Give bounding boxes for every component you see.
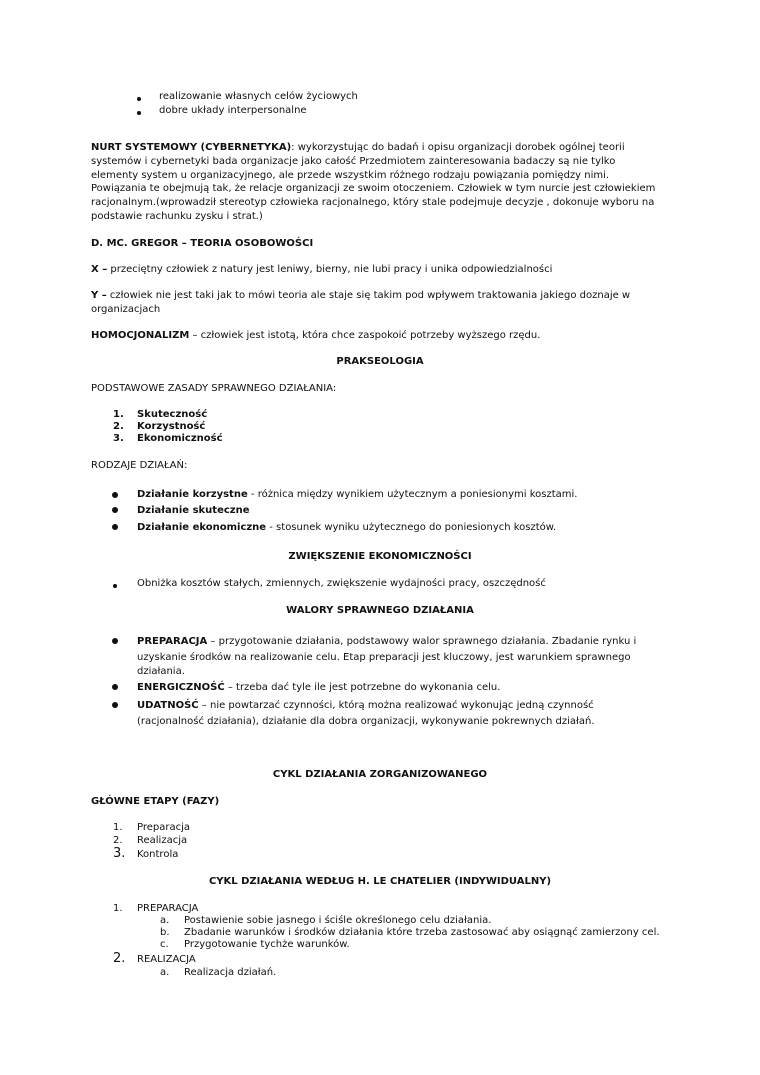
subsection-title: PODSTAWOWE ZASADY SPRAWNEGO DZIAŁANIA: <box>91 383 337 394</box>
term-text: przeciętny człowiek z natury jest leniwy, bierny, nie lubi pracy i unika odpowiedzialności <box>107 264 553 275</box>
list-item: PREPARACJA <box>137 903 199 914</box>
paragraph-line: organizacjach <box>91 304 161 315</box>
list-number: 1. <box>113 822 123 833</box>
list-item: REALIZACJA <box>137 954 196 965</box>
section-heading: CYKL DZIAŁANIA WEDŁUG H. LE CHATELIER (INDYWIDUALNY) <box>208 876 552 887</box>
list-subitem: Zbadanie warunków i środków działania które trzeba zastosować aby osiągnąć zamierzony cel. <box>184 927 660 938</box>
list-item: realizowanie własnych celów życiowych <box>159 91 358 102</box>
bullet-icon <box>113 584 117 588</box>
paragraph-line: racjonalnym.(wprowadził stereotyp człowieka racjonalnego, który stale podejmuje decyzje , dokonuje wyboru na <box>91 197 655 208</box>
list-item: Korzystność <box>137 421 206 432</box>
paragraph-line <box>91 330 540 342</box>
list-number: 2. <box>113 421 124 432</box>
list-letter: a. <box>160 915 170 926</box>
term-text: - różnica między wynikiem użytecznym a poniesionymi kosztami. <box>247 489 578 500</box>
term-label: X – <box>91 264 108 275</box>
list-item-continuation: działania. <box>137 666 185 677</box>
section-heading: ZWIĘKSZENIE EKONOMICZNOŚCI <box>288 551 472 562</box>
list-item <box>137 636 636 648</box>
paragraph-line <box>91 142 625 154</box>
paragraph-line: Powiązania te obejmują tak, że relacje organizacji ze swoim otoczeniem. Człowiek w tym nurcie jest człowiekiem <box>91 183 656 194</box>
list-subitem: Postawienie sobie jasnego i ściśle określonego celu działania. <box>184 915 492 926</box>
list-item: Ekonomiczność <box>137 433 223 444</box>
list-number: 3. <box>113 433 124 444</box>
term-label: NURT SYSTEMOWY (CYBERNETYKA) <box>91 142 292 153</box>
list-number: 2. <box>113 951 126 966</box>
list-item <box>137 505 250 517</box>
list-item <box>137 700 594 712</box>
list-letter: b. <box>160 927 170 938</box>
subsection-title: RODZAJE DZIAŁAŃ: <box>91 460 188 471</box>
list-letter: a. <box>160 967 170 978</box>
term-text: - stosunek wyniku użytecznego do poniesionych kosztów. <box>266 522 557 533</box>
list-item-continuation: uzyskanie środków na realizowanie celu. Etap preparacji jest kluczowy, jest warunkiem sprawnego <box>137 652 631 663</box>
list-item: Kontrola <box>137 849 179 860</box>
paragraph-line: elementy system u organizacyjnego, ale przede wszystkim różnego rodzaju powiązania pomiędzy nimi. <box>91 170 610 181</box>
list-number: 2. <box>113 835 123 846</box>
bullet-icon <box>137 111 141 115</box>
term-text: – trzeba dać tyle ile jest potrzebne do wykonania celu. <box>224 682 501 693</box>
term-label: UDATNOŚĆ <box>137 700 199 711</box>
bullet-icon <box>112 492 118 498</box>
term-text: : wykorzystując do badań i opisu organizacji dorobek ogólnej teorii <box>291 142 625 153</box>
paragraph-line <box>91 290 630 302</box>
term-label: Działanie skuteczne <box>137 505 250 516</box>
section-heading: D. MC. GREGOR – TEORIA OSOBOWOŚCI <box>91 238 314 249</box>
list-item: Realizacja <box>137 835 188 846</box>
term-label: PREPARACJA <box>137 636 208 647</box>
list-subitem: Przygotowanie tychże warunków. <box>184 939 350 950</box>
list-number: 1. <box>113 903 123 914</box>
paragraph-line: podstawie rachunku zysku i strat.) <box>91 211 263 222</box>
term-text: człowiek nie jest taki jak to mówi teoria ale staje się takim pod wpływem traktowania jakiego doznaje w <box>106 290 631 301</box>
bullet-icon <box>112 638 118 644</box>
list-item: dobre układy interpersonalne <box>159 105 307 116</box>
paragraph-line <box>91 264 552 276</box>
list-item: Preparacja <box>137 822 191 833</box>
paragraph-line: systemów i cybernetyki bada organizacje jako całość Przedmiotem zainteresowania badaczy są nie tylko <box>91 156 616 167</box>
list-item-continuation: (racjonalność działania), działanie dla dobra organizacji, wykonywanie pokrewnych działań. <box>137 716 595 727</box>
list-item: Skuteczność <box>137 409 208 420</box>
term-label: HOMOCJONALIZM <box>91 330 190 341</box>
bullet-icon <box>137 97 141 101</box>
section-heading: CYKL DZIAŁANIA ZORGANIZOWANEGO <box>272 769 488 780</box>
list-item <box>137 522 556 534</box>
list-subitem: Realizacja działań. <box>184 967 277 978</box>
term-text: – przygotowanie działania, podstawowy walor sprawnego działania. Zbadanie rynku i <box>207 636 637 647</box>
list-number: 1. <box>113 409 124 420</box>
term-text: – człowiek jest istotą, która chce zaspokoić potrzeby wyższego rzędu. <box>189 330 541 341</box>
bullet-icon <box>112 524 118 530</box>
section-heading: WALORY SPRAWNEGO DZIAŁANIA <box>286 605 474 616</box>
term-label: Y – <box>91 290 107 301</box>
list-number: 3. <box>113 846 126 861</box>
term-label: Działanie korzystne <box>137 489 248 500</box>
subsection-title: GŁÓWNE ETAPY (FAZY) <box>91 796 220 807</box>
list-item <box>137 682 500 694</box>
bullet-icon <box>112 684 118 690</box>
term-label: Działanie ekonomiczne <box>137 522 267 533</box>
list-item <box>137 489 577 501</box>
list-item: Obniżka kosztów stałych, zmiennych, zwiększenie wydajności pracy, oszczędność <box>137 578 546 589</box>
bullet-icon <box>112 507 118 513</box>
section-heading: PRAKSEOLOGIA <box>336 356 424 367</box>
bullet-icon <box>112 702 118 708</box>
list-letter: c. <box>160 939 169 950</box>
term-text: – nie powtarzać czynności, którą można realizować wykonując jedną czynność <box>198 700 594 711</box>
term-label: ENERGICZNOŚĆ <box>137 682 225 693</box>
